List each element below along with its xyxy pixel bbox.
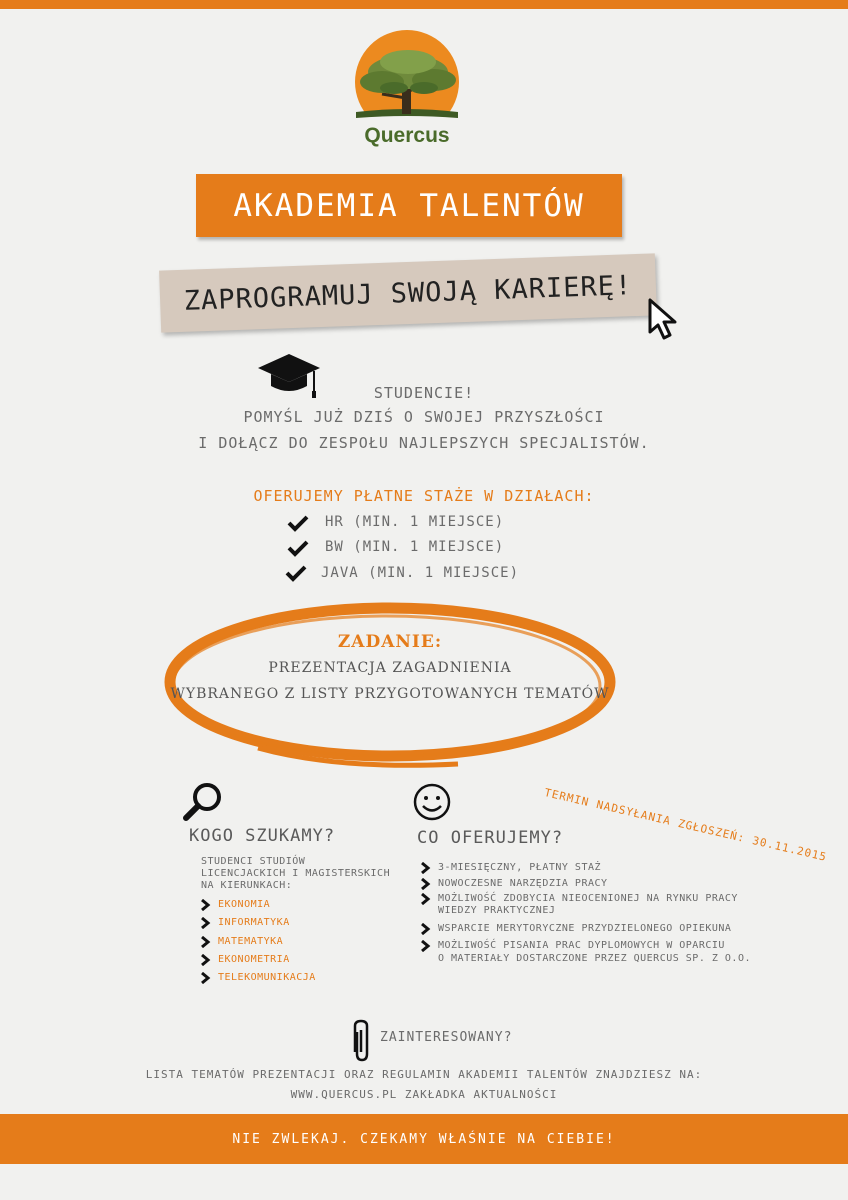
chevron-right-icon [420,878,431,890]
benefits-heading: CO OFERUJEMY? [417,828,564,848]
footer-bar [0,1114,848,1164]
interest-heading: ZAINTERESOWANY? [380,1030,513,1045]
seeking-desc-2: LICENCJACKICH I MAGISTERSKICH [201,868,391,879]
benefit-item-cont: O MATERIAŁY DOSTARCZONE PRZEZ QUERCUS SP. Z O.O. [438,953,751,964]
chevron-right-icon [200,972,211,984]
field-item: TELEKOMUNIKACJA [218,972,316,983]
chevron-right-icon [420,862,431,874]
magnifier-icon [182,780,224,822]
offer-heading: OFERUJEMY PŁATNE STAŻE W DZIAŁACH: [253,487,595,505]
offer-item: BW (MIN. 1 MIEJSCE) [325,539,505,555]
intro-line-1: STUDENCIE! [373,384,475,402]
intro-line-3: I DOŁĄCZ DO ZESPOŁU NAJLEPSZYCH SPECJALISTÓW. [198,434,650,452]
footer-text: NIE ZWLEKAJ. CZEKAMY WŁAŚNIE NA CIEBIE! [232,1131,616,1147]
benefit-item: MOŻLIWOŚĆ ZDOBYCIA NIEOCENIONEJ NA RYNKU PRACY [438,893,738,904]
chevron-right-icon [200,936,211,948]
task-line-2: WYBRANEGO Z LISTY PRZYGOTOWANYCH TEMATÓW [170,686,610,702]
chevron-right-icon [200,917,211,929]
field-item: EKONOMIA [218,899,271,910]
offer-item: HR (MIN. 1 MIEJSCE) [325,514,505,530]
intro-line-2: POMYŚL JUŻ DZIŚ O SWOJEJ PRZYSZŁOŚCI [243,408,605,426]
chevron-right-icon [420,893,431,905]
benefit-item: NOWOCZESNE NARZĘDZIA PRACY [438,878,608,889]
benefit-item: WSPARCIE MERYTORYCZNE PRZYDZIELONEGO OPIEKUNA [438,923,732,934]
benefit-item: MOŻLIWOŚĆ PISANIA PRAC DYPLOMOWYCH W OPARCIU [438,940,725,951]
top-accent-bar [0,0,848,9]
page-title: AKADEMIA TALENTÓW [233,187,585,224]
smiley-icon [412,782,454,824]
brand-name: Quercus [364,124,450,147]
field-item: EKONOMETRIA [218,954,290,965]
info-line-1: LISTA TEMATÓW PREZENTACJI ORAZ REGULAMIN AKADEMII TALENTÓW ZNAJDZIESZ NA: [145,1068,703,1081]
chevron-right-icon [420,923,431,935]
chevron-right-icon [200,954,211,966]
brush-ring-decoration [158,598,622,770]
benefit-item-cont: WIEDZY PRAKTYCZNEJ [438,905,556,916]
seeking-desc-1: STUDENCI STUDIÓW [201,856,306,867]
task-line-1: PREZENTACJA ZAGADNIENIA [268,660,512,676]
mouse-cursor-icon [644,296,684,344]
checkmark-icon [287,539,309,557]
offer-item: JAVA (MIN. 1 MIEJSCE) [321,565,520,581]
benefit-item: 3-MIESIĘCZNY, PŁATNY STAŻ [438,862,602,873]
subtitle-banner [159,253,657,332]
field-item: INFORMATYKA [218,917,290,928]
checkmark-icon [287,514,309,532]
paperclip-icon [348,1018,374,1064]
seeking-desc-3: NA KIERUNKACH: [201,880,293,891]
info-line-2: WWW.QUERCUS.PL ZAKŁADKA AKTUALNOŚCI [290,1088,558,1101]
checkmark-icon [285,564,307,582]
page-subtitle: ZAPROGRAMUJ SWOJĄ KARIERĘ! [183,269,633,317]
field-item: MATEMATYKA [218,936,284,947]
task-heading: ZADANIE: [337,632,443,652]
chevron-right-icon [420,940,431,952]
chevron-right-icon [200,899,211,911]
title-banner [196,174,622,237]
deadline-note: TERMIN NADSYŁANIA ZGŁOSZEŃ: 30.11.2015 [543,786,829,864]
seeking-heading: KOGO SZUKAMY? [189,826,336,846]
